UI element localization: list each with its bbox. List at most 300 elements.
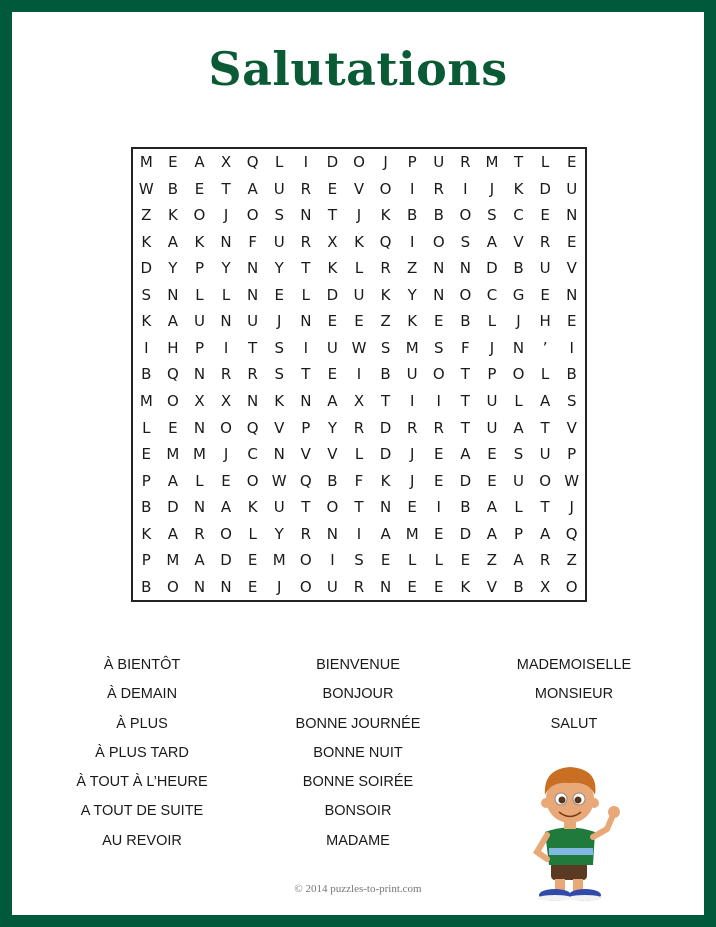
grid-cell[interactable]: N xyxy=(247,285,259,304)
grid-cell[interactable]: O xyxy=(565,577,578,596)
grid-cell[interactable]: E xyxy=(566,312,577,331)
grid-cell[interactable]: J xyxy=(569,498,574,517)
grid-cell[interactable]: O xyxy=(459,206,472,225)
grid-cell[interactable]: I xyxy=(409,232,415,251)
grid-cell[interactable]: S xyxy=(460,232,471,251)
grid-cell[interactable]: N xyxy=(220,232,232,251)
grid-cell[interactable]: Y xyxy=(221,259,231,278)
grid-cell[interactable]: I xyxy=(303,338,309,357)
grid-cell[interactable]: E xyxy=(380,551,391,570)
grid-cell[interactable]: E xyxy=(407,498,417,517)
grid-cell[interactable]: C xyxy=(513,206,524,225)
grid-cell[interactable]: V xyxy=(513,232,524,251)
grid-cell[interactable]: N xyxy=(433,259,445,278)
grid-cell[interactable]: H xyxy=(167,338,179,357)
grid-cell[interactable]: J xyxy=(223,206,229,225)
word-list-item: MADAME xyxy=(326,832,390,849)
grid-cell[interactable]: U xyxy=(486,392,498,411)
grid-cell[interactable]: P xyxy=(301,418,311,437)
grid-cell[interactable]: P xyxy=(194,259,204,278)
grid-cell[interactable]: O xyxy=(166,392,179,411)
grid-cell[interactable]: I xyxy=(303,153,309,172)
grid-cell[interactable]: L xyxy=(514,392,523,411)
grid-cell[interactable]: T xyxy=(301,365,311,384)
grid-cell[interactable]: J xyxy=(383,153,388,172)
grid-cell[interactable]: N xyxy=(300,312,312,331)
grid-cell[interactable]: Z xyxy=(141,206,152,225)
grid-cell[interactable]: S xyxy=(274,206,284,225)
grid-cell[interactable]: T xyxy=(248,338,258,357)
grid-cell[interactable]: A xyxy=(539,392,551,411)
grid-cell[interactable]: P xyxy=(194,338,204,357)
grid-cell[interactable]: O xyxy=(432,365,445,384)
grid-cell[interactable]: K xyxy=(247,498,258,517)
grid-cell[interactable]: J xyxy=(489,338,495,357)
grid-cell[interactable]: N xyxy=(193,498,206,517)
grid-cell[interactable]: L xyxy=(407,551,417,570)
grid-cell[interactable]: Q xyxy=(166,365,179,384)
grid-cell[interactable]: N xyxy=(247,392,259,411)
grid-cell[interactable]: Y xyxy=(407,285,417,304)
grid-cell[interactable]: F xyxy=(461,338,470,357)
grid-cell[interactable]: K xyxy=(327,259,338,278)
word-list-item: À DEMAIN xyxy=(106,686,178,703)
grid-cell[interactable]: X xyxy=(539,577,551,596)
grid-cell[interactable]: P xyxy=(407,153,417,172)
grid-cell[interactable]: A xyxy=(380,524,391,543)
grid-cell[interactable]: K xyxy=(194,232,205,251)
grid-cell[interactable]: U xyxy=(273,232,285,251)
grid-cell[interactable]: Y xyxy=(274,259,284,278)
grid-cell[interactable]: S xyxy=(487,206,497,225)
grid-cell[interactable]: Z xyxy=(380,312,391,331)
grid-cell[interactable]: C xyxy=(486,285,498,304)
grid-cell[interactable]: E xyxy=(487,471,497,490)
grid-cell[interactable]: D xyxy=(140,259,153,278)
grid-cell[interactable]: N xyxy=(193,418,206,437)
grid-cell[interactable]: P xyxy=(567,445,577,464)
grid-cell[interactable]: I xyxy=(463,179,468,198)
grid-cell[interactable]: T xyxy=(301,259,311,278)
grid-cell[interactable]: I xyxy=(436,498,441,517)
grid-cell[interactable]: S xyxy=(433,338,444,357)
grid-cell[interactable]: X xyxy=(194,392,205,411)
grid-cell[interactable]: A xyxy=(460,445,471,464)
grid-cell[interactable]: E xyxy=(566,153,577,172)
grid-cell[interactable]: X xyxy=(220,392,232,411)
grid-cell[interactable]: C xyxy=(247,445,258,464)
grid-cell[interactable]: E xyxy=(168,418,178,437)
grid-cell[interactable]: O xyxy=(246,471,259,490)
grid-cell[interactable]: B xyxy=(141,498,152,517)
grid-cell[interactable]: Z xyxy=(486,551,498,570)
grid-cell[interactable]: F xyxy=(354,471,364,490)
grid-cell[interactable]: K xyxy=(380,285,391,304)
grid-cell[interactable]: D xyxy=(539,179,551,198)
grid-cell[interactable]: N xyxy=(512,338,525,357)
grid-cell[interactable]: J xyxy=(516,312,521,331)
grid-cell[interactable]: W xyxy=(351,338,367,357)
grid-cell[interactable]: R xyxy=(433,418,444,437)
grid-cell[interactable]: E xyxy=(247,577,258,596)
grid-cell[interactable]: Y xyxy=(168,259,178,278)
grid-cell[interactable]: M xyxy=(272,551,286,570)
grid-cell[interactable]: X xyxy=(220,153,232,172)
grid-cell[interactable]: B xyxy=(460,498,471,517)
grid-cell[interactable]: B xyxy=(460,312,471,331)
grid-cell[interactable]: R xyxy=(406,418,418,437)
grid-cell[interactable]: U xyxy=(406,365,418,384)
grid-cell[interactable]: K xyxy=(407,312,418,331)
grid-cell[interactable]: I xyxy=(569,338,574,357)
grid-cell[interactable]: B xyxy=(433,206,444,225)
grid-cell[interactable]: O xyxy=(299,577,312,596)
grid-cell[interactable]: E xyxy=(434,577,444,596)
grid-cell[interactable]: B xyxy=(141,365,152,384)
grid-cell[interactable]: N xyxy=(566,206,578,225)
grid-cell[interactable]: R xyxy=(460,153,471,172)
grid-cell[interactable]: R xyxy=(300,179,312,198)
grid-cell[interactable]: R xyxy=(539,232,551,251)
grid-cell[interactable]: O xyxy=(432,232,445,251)
grid-cell[interactable]: L xyxy=(248,524,257,543)
grid-cell[interactable]: E xyxy=(194,179,205,198)
grid-cell[interactable]: O xyxy=(220,524,232,543)
grid-cell[interactable]: T xyxy=(460,392,470,411)
grid-cell[interactable]: U xyxy=(539,445,551,464)
grid-cell[interactable]: E xyxy=(434,445,444,464)
grid-cell[interactable]: Q xyxy=(379,232,392,251)
grid-cell[interactable]: U xyxy=(273,179,285,198)
grid-cell[interactable]: B xyxy=(327,471,338,490)
grid-cell[interactable]: T xyxy=(540,498,550,517)
grid-cell[interactable]: R xyxy=(380,259,391,278)
grid-cell[interactable]: T xyxy=(327,206,337,225)
grid-cell[interactable]: L xyxy=(540,365,550,384)
grid-cell[interactable]: I xyxy=(144,338,149,357)
grid-cell[interactable]: S xyxy=(513,445,524,464)
grid-cell[interactable]: N xyxy=(220,577,232,596)
grid-cell[interactable]: V xyxy=(353,179,365,198)
grid-cell[interactable]: O xyxy=(220,418,232,437)
grid-cell[interactable]: E xyxy=(141,445,152,464)
grid-cell[interactable]: L xyxy=(514,498,523,517)
grid-cell[interactable]: K xyxy=(380,206,391,225)
grid-cell[interactable]: J xyxy=(489,179,495,198)
grid-cell[interactable]: N xyxy=(379,577,392,596)
grid-cell[interactable]: L xyxy=(301,285,310,304)
grid-cell[interactable]: D xyxy=(220,551,232,570)
grid-cell[interactable]: R xyxy=(539,551,551,570)
grid-cell[interactable]: E xyxy=(168,153,178,172)
grid-cell[interactable]: I xyxy=(436,392,441,411)
grid-cell[interactable]: N xyxy=(326,524,339,543)
grid-cell[interactable]: R xyxy=(300,524,312,543)
grid-cell[interactable]: O xyxy=(166,577,179,596)
grid-cell[interactable]: G xyxy=(512,285,525,304)
word-list-item: AU REVOIR xyxy=(102,832,182,849)
grid-cell[interactable]: O xyxy=(193,206,206,225)
grid-cell[interactable]: R xyxy=(353,577,365,596)
grid-cell[interactable]: B xyxy=(513,259,524,278)
grid-cell[interactable]: V xyxy=(566,418,577,437)
grid-cell[interactable]: F xyxy=(248,232,257,251)
grid-cell[interactable]: D xyxy=(379,445,392,464)
grid-cell[interactable]: O xyxy=(353,153,365,172)
grid-cell[interactable]: E xyxy=(566,232,577,251)
grid-cell[interactable]: N xyxy=(433,285,445,304)
grid-cell[interactable]: P xyxy=(141,551,151,570)
grid-cell[interactable]: A xyxy=(247,179,258,198)
grid-cell[interactable]: P xyxy=(487,365,497,384)
grid-cell[interactable]: I xyxy=(409,179,415,198)
grid-cell[interactable]: B xyxy=(566,365,577,384)
grid-cell[interactable]: B xyxy=(407,206,418,225)
grid-cell[interactable]: U xyxy=(433,153,445,172)
grid-cell[interactable]: Y xyxy=(327,418,337,437)
grid-cell[interactable]: N xyxy=(300,392,312,411)
grid-cell[interactable]: M xyxy=(139,392,153,411)
grid-cell[interactable]: R xyxy=(433,179,444,198)
grid-cell[interactable]: U xyxy=(326,577,338,596)
grid-cell[interactable]: V xyxy=(274,418,285,437)
grid-cell[interactable]: E xyxy=(434,312,444,331)
grid-cell[interactable]: K xyxy=(141,232,152,251)
grid-cell[interactable]: A xyxy=(486,524,498,543)
grid-cell[interactable]: A xyxy=(486,232,498,251)
grid-cell[interactable]: A xyxy=(327,392,338,411)
grid-cell[interactable]: L xyxy=(275,153,284,172)
word-list-item: BONJOUR xyxy=(322,686,394,703)
grid-cell[interactable]: V xyxy=(566,259,577,278)
grid-cell[interactable]: N xyxy=(193,577,206,596)
grid-cell[interactable]: M xyxy=(139,153,153,172)
grid-cell[interactable]: M xyxy=(405,338,419,357)
grid-cell[interactable]: V xyxy=(300,445,311,464)
grid-cell[interactable]: N xyxy=(220,312,232,331)
grid-cell[interactable]: B xyxy=(513,577,524,596)
grid-cell[interactable]: U xyxy=(486,418,498,437)
grid-cell[interactable]: N xyxy=(300,206,312,225)
grid-cell[interactable]: M xyxy=(192,445,206,464)
grid-cell[interactable]: J xyxy=(356,206,362,225)
grid-cell[interactable]: W xyxy=(271,471,287,490)
grid-cell[interactable]: U xyxy=(326,338,338,357)
grid-cell[interactable]: T xyxy=(540,418,550,437)
grid-cell[interactable]: K xyxy=(380,471,391,490)
grid-cell[interactable]: I xyxy=(409,392,415,411)
word-list-item: MONSIEUR xyxy=(534,686,614,703)
grid-cell[interactable]: E xyxy=(221,471,231,490)
grid-cell[interactable]: Q xyxy=(565,524,578,543)
grid-cell[interactable]: L xyxy=(487,312,497,331)
grid-cell[interactable]: A xyxy=(167,312,178,331)
grid-cell[interactable]: R xyxy=(300,232,312,251)
grid-cell[interactable]: E xyxy=(274,285,284,304)
grid-cell[interactable]: E xyxy=(327,179,338,198)
grid-cell[interactable]: S xyxy=(274,338,284,357)
grid-cell[interactable]: J xyxy=(409,445,415,464)
grid-cell[interactable]: B xyxy=(141,577,152,596)
grid-cell[interactable]: S xyxy=(274,365,284,384)
grid-cell[interactable]: D xyxy=(326,285,339,304)
grid-cell[interactable]: A xyxy=(513,551,524,570)
grid-cell[interactable]: Q xyxy=(299,471,312,490)
grid-cell[interactable]: I xyxy=(356,365,362,384)
grid-cell[interactable]: N xyxy=(459,259,471,278)
grid-cell[interactable]: Q xyxy=(246,153,259,172)
grid-cell[interactable]: T xyxy=(221,179,231,198)
grid-cell[interactable]: N xyxy=(193,365,206,384)
grid-cell[interactable]: S xyxy=(380,338,391,357)
grid-cell[interactable]: L xyxy=(142,418,151,437)
grid-cell[interactable]: K xyxy=(141,524,152,543)
grid-cell[interactable]: X xyxy=(327,232,338,251)
grid-cell[interactable]: Y xyxy=(274,524,284,543)
grid-cell[interactable]: A xyxy=(539,524,551,543)
grid-cell[interactable]: J xyxy=(277,312,282,331)
grid-cell[interactable]: E xyxy=(354,312,364,331)
word-list-item: MADEMOISELLE xyxy=(516,657,632,673)
grid-cell[interactable]: O xyxy=(459,285,472,304)
grid-cell[interactable]: B xyxy=(380,365,391,384)
grid-cell[interactable]: L xyxy=(195,285,204,304)
grid-cell[interactable]: T xyxy=(460,365,470,384)
grid-cell[interactable]: N xyxy=(379,498,392,517)
grid-cell[interactable]: E xyxy=(540,206,550,225)
grid-cell[interactable]: J xyxy=(409,471,415,490)
grid-cell[interactable]: E xyxy=(327,312,338,331)
grid-cell[interactable]: A xyxy=(167,471,178,490)
grid-cell[interactable]: K xyxy=(460,577,471,596)
grid-cell[interactable]: K xyxy=(167,206,178,225)
grid-cell[interactable]: D xyxy=(326,153,339,172)
grid-cell[interactable]: M xyxy=(166,551,180,570)
grid-cell[interactable]: X xyxy=(353,392,365,411)
grid-cell[interactable]: N xyxy=(167,285,179,304)
grid-cell[interactable]: E xyxy=(327,365,338,384)
grid-cell[interactable]: R xyxy=(194,524,205,543)
grid-cell[interactable]: L xyxy=(195,471,204,490)
grid-cell[interactable]: V xyxy=(327,445,338,464)
grid-cell[interactable]: D xyxy=(486,259,498,278)
word-search-grid xyxy=(131,147,587,602)
grid-cell[interactable]: O xyxy=(299,551,312,570)
grid-cell[interactable]: B xyxy=(167,179,179,198)
grid-cell[interactable]: A xyxy=(220,498,232,517)
grid-cell[interactable]: N xyxy=(273,445,285,464)
grid-cell[interactable]: T xyxy=(380,392,391,411)
grid-cell[interactable]: A xyxy=(167,232,178,251)
word-list-item: A TOUT DE SUITE xyxy=(80,803,204,820)
grid-cell[interactable]: K xyxy=(513,179,524,198)
grid-cell[interactable]: U xyxy=(247,312,259,331)
grid-cell[interactable]: E xyxy=(487,445,497,464)
grid-cell[interactable]: T xyxy=(513,153,524,172)
grid-cell[interactable]: N xyxy=(566,285,578,304)
grid-cell[interactable]: V xyxy=(486,577,498,596)
grid-cell[interactable]: H xyxy=(539,312,551,331)
grid-cell[interactable]: Q xyxy=(246,418,259,437)
grid-cell[interactable]: U xyxy=(273,498,285,517)
grid-cell[interactable]: D xyxy=(459,471,472,490)
grid-cell[interactable]: U xyxy=(539,259,551,278)
grid-cell[interactable]: T xyxy=(301,498,311,517)
grid-cell[interactable]: D xyxy=(459,524,472,543)
grid-cell[interactable]: T xyxy=(354,498,364,517)
grid-cell[interactable]: Z xyxy=(566,551,577,570)
grid-cell[interactable]: L xyxy=(354,445,364,464)
grid-cell[interactable]: Z xyxy=(407,259,418,278)
grid-cell[interactable]: L xyxy=(434,551,443,570)
grid-cell[interactable]: O xyxy=(246,206,259,225)
grid-cell[interactable]: P xyxy=(141,471,151,490)
grid-cell[interactable]: J xyxy=(223,445,229,464)
grid-cell[interactable]: P xyxy=(514,524,524,543)
grid-cell[interactable]: E xyxy=(407,577,417,596)
grid-cell[interactable]: D xyxy=(379,418,392,437)
grid-cell[interactable]: S xyxy=(354,551,364,570)
grid-cell[interactable]: E xyxy=(460,551,471,570)
grid-cell[interactable]: A xyxy=(194,551,205,570)
grid-cell[interactable]: U xyxy=(353,285,365,304)
grid-cell[interactable]: U xyxy=(193,312,205,331)
grid-cell[interactable]: I xyxy=(223,338,229,357)
grid-cell[interactable]: E xyxy=(434,471,444,490)
grid-cell[interactable]: A xyxy=(167,524,178,543)
grid-cell[interactable]: R xyxy=(353,418,365,437)
grid-cell[interactable]: A xyxy=(194,153,205,172)
grid-cell[interactable]: O xyxy=(326,498,339,517)
word-list-item: BONNE SOIRÉE xyxy=(302,774,414,791)
grid-cell[interactable]: K xyxy=(354,232,364,251)
grid-cell[interactable]: U xyxy=(566,179,578,198)
grid-cell[interactable]: K xyxy=(141,312,152,331)
grid-cell[interactable]: W xyxy=(564,471,580,490)
grid-cell[interactable]: E xyxy=(540,285,550,304)
grid-cell[interactable]: L xyxy=(540,153,550,172)
grid-cell[interactable]: M xyxy=(485,153,499,172)
grid-cell[interactable]: D xyxy=(167,498,179,517)
grid-cell[interactable]: R xyxy=(247,365,258,384)
grid-cell[interactable]: S xyxy=(141,285,152,304)
grid-cell[interactable]: ’ xyxy=(542,338,548,357)
grid-cell[interactable]: A xyxy=(513,418,524,437)
grid-cell[interactable]: K xyxy=(274,392,285,411)
grid-cell[interactable]: L xyxy=(354,259,364,278)
grid-cell[interactable]: O xyxy=(539,471,552,490)
grid-cell[interactable]: N xyxy=(247,259,259,278)
grid-cell[interactable]: I xyxy=(330,551,335,570)
grid-cell[interactable]: T xyxy=(460,418,470,437)
grid-cell[interactable]: E xyxy=(434,524,444,543)
word-list-item: À PLUS xyxy=(116,715,168,732)
grid-cell[interactable]: O xyxy=(512,365,525,384)
grid-cell[interactable]: W xyxy=(138,179,154,198)
grid-cell[interactable]: M xyxy=(405,524,419,543)
grid-cell[interactable]: E xyxy=(247,551,258,570)
grid-cell[interactable]: J xyxy=(277,577,282,596)
word-list-item: BONNE JOURNÉE xyxy=(295,715,421,732)
grid-cell[interactable]: R xyxy=(220,365,232,384)
grid-cell[interactable]: S xyxy=(566,392,577,411)
grid-cell[interactable]: I xyxy=(356,524,362,543)
grid-cell[interactable]: A xyxy=(486,498,498,517)
grid-cell[interactable]: M xyxy=(166,445,180,464)
grid-cell[interactable]: O xyxy=(379,179,392,198)
grid-cell[interactable]: L xyxy=(221,285,231,304)
grid-cell[interactable]: U xyxy=(513,471,525,490)
